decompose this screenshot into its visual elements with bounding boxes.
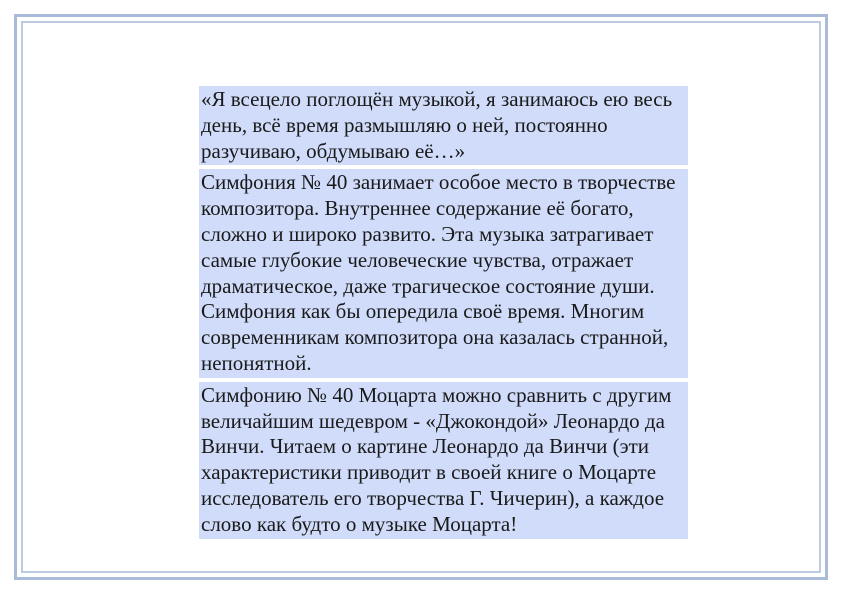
quote-paragraph: «Я всецело поглощён музыкой, я занимаюсь ею весь день, всё время размышляю о ней, постоянно разучиваю, обдумываю её…» (199, 86, 688, 165)
symphony-description-paragraph: Симфония № 40 занимает особое место в творчестве композитора. Внутреннее содержание её богато, сложно и широко развито. Эта музыка затрагивает самые глубокие человеческие чувства, отражает драматическое, даже трагическое состояние души. Симфония как бы опередила своё время. Многим современникам композитора она казалась странной, непонятной. (199, 169, 688, 377)
slide-text-block (199, 86, 688, 543)
gioconda-comparison-paragraph: Симфонию № 40 Моцарта можно сравнить с другим величайшим шедевром - «Джокондой» Леонардо да Винчи. Читаем о картине Леонардо да Винчи (эти характеристики приводит в своей книге о Моцарте исследователь его творчества Г. Чичерин), а каждое слово как будто о музыке Моцарта! (199, 382, 688, 539)
